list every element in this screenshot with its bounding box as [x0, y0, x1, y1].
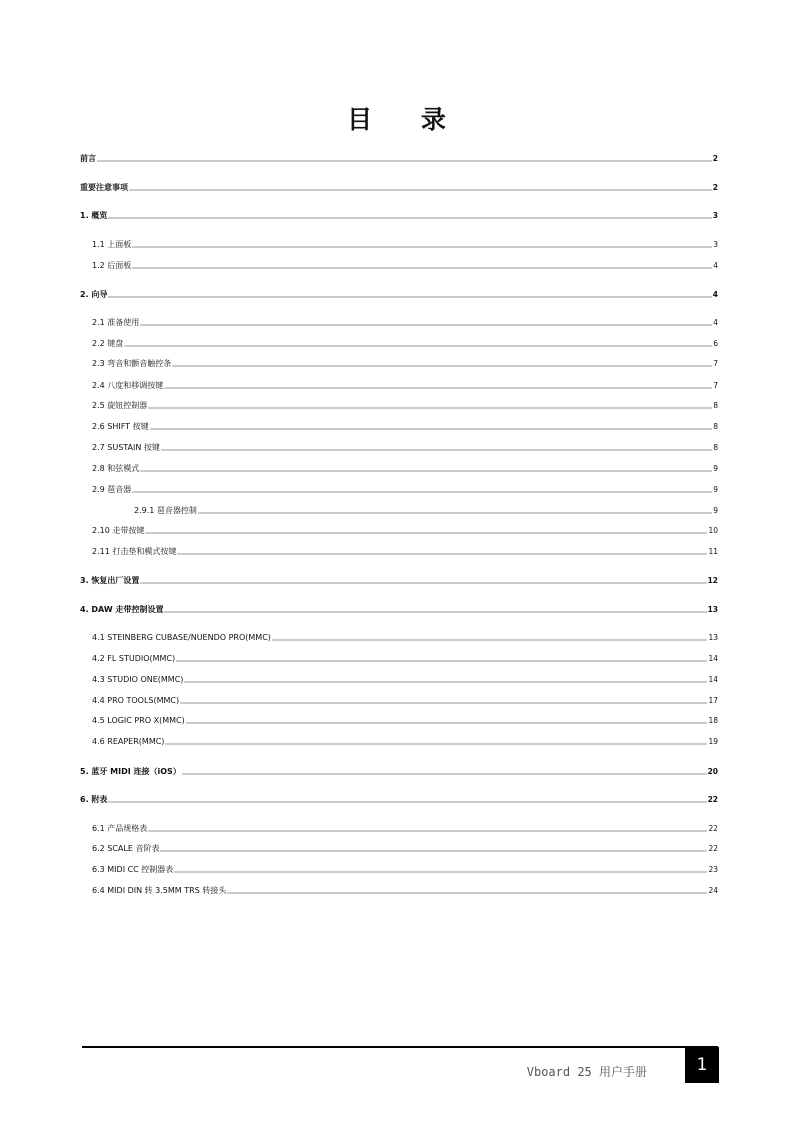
- toc-entry-label: 重要注意事项: [80, 183, 128, 192]
- toc-entry-label: 6.2 SCALE 音阶表: [92, 844, 160, 853]
- toc-entry-page: 9: [713, 464, 718, 473]
- toc-leader-dots: [97, 160, 712, 162]
- toc-leader-dots: [184, 681, 707, 683]
- toc-entry-label: 6.4 MIDI DIN 转 3.5MM TRS 转接头: [92, 886, 227, 895]
- toc-leader-dots: [160, 850, 707, 852]
- toc-leader-dots: [177, 553, 707, 555]
- toc-leader-dots: [132, 246, 712, 248]
- toc-title: 目 录: [347, 105, 466, 134]
- toc-entry[interactable]: [80, 793, 718, 805]
- toc-entry-label: 2.6 SHIFT 按键: [92, 422, 149, 431]
- toc-leader-dots: [227, 892, 707, 894]
- toc-entry[interactable]: [92, 379, 718, 391]
- toc-leader-dots: [124, 345, 712, 347]
- toc-entry-label: 2.5 旋钮控制器: [92, 401, 148, 410]
- toc-leader-dots: [108, 217, 711, 219]
- footer-manual-name: Vboard 25 用户手册: [526, 1065, 647, 1079]
- toc-leader-dots: [176, 660, 707, 662]
- toc-entry-page: 23: [708, 865, 718, 874]
- toc-entry-page: 14: [708, 675, 718, 684]
- toc-entry-page: 3: [712, 211, 718, 220]
- toc-entry[interactable]: [80, 765, 718, 777]
- toc-entry-label: 1.1 上面板: [92, 240, 132, 249]
- toc-entry-page: 18: [708, 716, 718, 725]
- toc-entry-label: 前言: [80, 154, 96, 163]
- toc-entry[interactable]: [92, 673, 718, 685]
- toc-entry-page: 9: [713, 506, 718, 515]
- toc-entry[interactable]: [92, 545, 718, 557]
- toc-entry-label: 2. 向导: [80, 290, 108, 299]
- toc-entry[interactable]: [92, 524, 718, 536]
- toc-entry-label: 4.3 STUDIO ONE(MMC): [92, 675, 184, 684]
- toc-entry-page: 10: [708, 526, 718, 535]
- toc-entry[interactable]: [92, 483, 718, 495]
- toc-entry[interactable]: [80, 181, 718, 193]
- toc-entry-page: 13: [708, 633, 718, 642]
- toc-leader-dots: [165, 743, 707, 745]
- toc-entry-page: 2: [712, 154, 718, 163]
- toc-entry[interactable]: [92, 822, 718, 834]
- toc-leader-dots: [164, 611, 706, 613]
- toc-entry[interactable]: [92, 884, 718, 896]
- toc-entry-label: 2.4 八度和移调按键: [92, 381, 164, 390]
- toc-leader-dots: [148, 830, 707, 832]
- toc-entry-label: 2.8 和弦模式: [92, 464, 140, 473]
- toc-entry-label: 4.4 PRO TOOLS(MMC): [92, 696, 180, 705]
- toc-leader-dots: [129, 189, 712, 191]
- toc-entry[interactable]: [92, 357, 718, 369]
- toc-entry-label: 3. 恢复出厂设置: [80, 576, 140, 585]
- toc-entry-page: 9: [713, 485, 718, 494]
- toc-entry-label: 4.6 REAPER(MMC): [92, 737, 165, 746]
- toc-leader-dots: [132, 491, 712, 493]
- toc-entry[interactable]: [92, 694, 718, 706]
- toc-entry[interactable]: [80, 288, 718, 300]
- toc-entry-page: 19: [708, 737, 718, 746]
- toc-entry[interactable]: [80, 603, 718, 615]
- toc-entry-label: 4.2 FL STUDIO(MMC): [92, 654, 176, 663]
- toc-leader-dots: [272, 639, 708, 641]
- toc-entry-page: 22: [707, 795, 718, 804]
- toc-entry-page: 8: [713, 443, 718, 452]
- toc-leader-dots: [161, 449, 712, 451]
- toc-entry[interactable]: [92, 399, 718, 411]
- page-number-badge: [685, 1047, 719, 1083]
- toc-entry-label: 6.1 产品规格表: [92, 824, 148, 833]
- toc-entry-page: 4: [713, 318, 718, 327]
- toc-entry-page: 8: [713, 422, 718, 431]
- toc-entry-page: 3: [713, 240, 718, 249]
- toc-entry-label: 2.11 打击垫和模式按键: [92, 547, 177, 556]
- toc-entry[interactable]: [92, 714, 718, 726]
- toc-entry[interactable]: [92, 259, 718, 271]
- toc-entry[interactable]: [80, 152, 718, 164]
- toc-entry-label: 2.10 走带按键: [92, 526, 145, 535]
- toc-leader-dots: [186, 722, 708, 724]
- toc-entry-page: 2: [712, 183, 718, 192]
- toc-leader-dots: [145, 532, 707, 534]
- toc-entry-page: 22: [708, 844, 718, 853]
- toc-entry-label: 2.9 琶音器: [92, 485, 132, 494]
- toc-entry[interactable]: [92, 462, 718, 474]
- toc-entry[interactable]: [92, 842, 718, 854]
- toc-entry-page: 24: [708, 886, 718, 895]
- toc-entry-label: 2.7 SUSTAIN 按键: [92, 443, 160, 452]
- footer-divider: [82, 1046, 718, 1048]
- toc-entry-page: 22: [708, 824, 718, 833]
- toc-entry[interactable]: [92, 735, 718, 747]
- toc-leader-dots: [132, 267, 712, 269]
- toc-entry-label: 2.9.1 琶音器控制: [134, 506, 197, 515]
- toc-leader-dots: [140, 582, 706, 584]
- page-number: 1: [696, 1055, 708, 1075]
- toc-entry-page: 4: [712, 290, 718, 299]
- toc-leader-dots: [108, 296, 711, 298]
- toc-entry-label: 1. 概览: [80, 211, 108, 220]
- toc-entry-page: 7: [713, 381, 718, 390]
- toc-entry-page: 17: [708, 696, 718, 705]
- toc-entry-label: 5. 蓝牙 MIDI 连接（iOS）: [80, 767, 181, 776]
- toc-entry-label: 1.2 后面板: [92, 261, 132, 270]
- toc-leader-dots: [140, 324, 712, 326]
- toc-leader-dots: [140, 470, 712, 472]
- toc-entry-label: 2.3 弯音和颤音触控条: [92, 359, 172, 368]
- toc-entry-label: 6.3 MIDI CC 控制器表: [92, 865, 174, 874]
- toc-entry[interactable]: [134, 504, 718, 516]
- toc-leader-dots: [182, 773, 707, 775]
- toc-entry[interactable]: [92, 316, 718, 328]
- toc-leader-dots: [180, 702, 707, 704]
- toc-entry-label: 4.5 LOGIC PRO X(MMC): [92, 716, 185, 725]
- toc-entry[interactable]: [92, 441, 718, 453]
- toc-entry[interactable]: [92, 863, 718, 875]
- toc-leader-dots: [164, 387, 712, 389]
- toc-entry-page: 6: [713, 339, 718, 348]
- toc-leader-dots: [108, 801, 706, 803]
- toc-entry-page: 20: [707, 767, 718, 776]
- toc-leader-dots: [148, 407, 712, 409]
- toc-entry[interactable]: [92, 337, 718, 349]
- toc-entry[interactable]: [80, 574, 718, 586]
- toc-leader-dots: [172, 365, 712, 367]
- toc-entry[interactable]: [92, 631, 718, 643]
- toc-entry-page: 8: [713, 401, 718, 410]
- toc-entry[interactable]: [92, 652, 718, 664]
- toc-entry-page: 11: [708, 547, 718, 556]
- toc-entry-page: 4: [713, 261, 718, 270]
- toc-leader-dots: [198, 512, 712, 514]
- toc-entry-page: 12: [707, 576, 718, 585]
- toc-entry-label: 4.1 STEINBERG CUBASE/NUENDO PRO(MMC): [92, 633, 271, 642]
- toc-entry-label: 2.2 键盘: [92, 339, 124, 348]
- toc-entry-label: 4. DAW 走带控制设置: [80, 605, 164, 614]
- toc-entry[interactable]: [80, 209, 718, 221]
- toc-entry-page: 13: [707, 605, 718, 614]
- toc-leader-dots: [174, 871, 707, 873]
- toc-entry-label: 2.1 准备使用: [92, 318, 140, 327]
- toc-leader-dots: [150, 428, 713, 430]
- toc-entry-page: 7: [713, 359, 718, 368]
- toc-entry[interactable]: [92, 420, 718, 432]
- toc-entry-page: 14: [708, 654, 718, 663]
- toc-entry-label: 6. 附表: [80, 795, 108, 804]
- toc-entry[interactable]: [92, 238, 718, 250]
